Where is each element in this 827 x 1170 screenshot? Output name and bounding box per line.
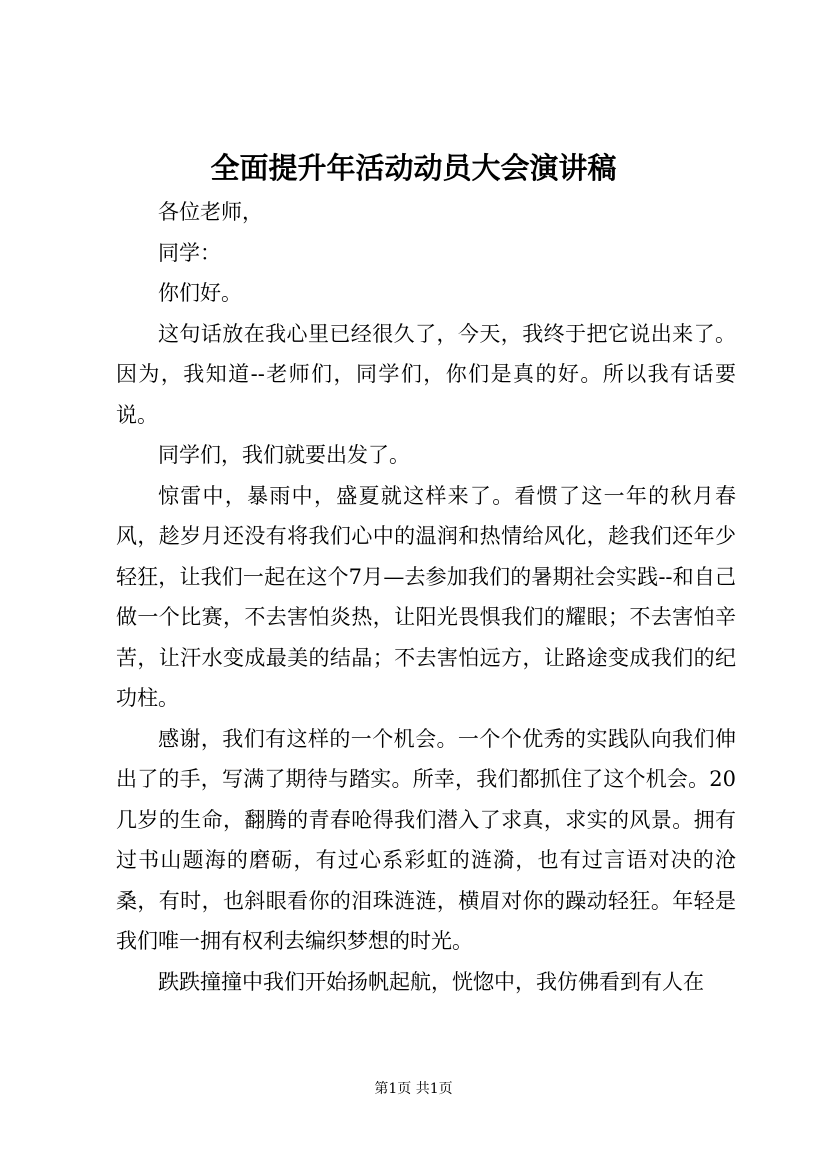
paragraph-greeting-teachers: 各位老师， [158, 200, 263, 224]
paragraph-hello: 你们好。 [158, 281, 242, 305]
paragraph-gratitude: 感谢，我们有这样的一个机会。一个个优秀的实践队向我们伸出了的手，写满了期待与踏实。所幸，我们都抓住了这个机会。20几岁的生命，翻腾的青春呛得我们潜入了求真，求实的风景。拥有过书山题海的磨砺，有过心系彩虹的涟漪，也有过言语对决的沧桑，有时，也斜眼看你的泪珠涟涟，横眉对你的躁动轻狂。年轻是我们唯一拥有权利去编织梦想的时光。 [116, 726, 736, 953]
paragraph-setting-sail: 跌跌撞撞中我们开始扬帆起航，恍惚中，我仿佛看到有人在 [158, 969, 704, 994]
document-title: 全面提升年活动动员大会演讲稿 [210, 151, 617, 185]
paragraph-departure: 同学们，我们就要出发了。 [158, 443, 410, 467]
paragraph-greeting-students: 同学： [158, 240, 221, 265]
paragraph-opening: 这句话放在我心里已经很久了，今天，我终于把它说出来了。因为，我知道--老师们，同学们，你们是真的好。所以我有话要说。 [116, 321, 736, 427]
document-body [116, 192, 736, 1002]
page-number-footer: 第1页 共1页 [374, 1081, 453, 1097]
paragraph-summer: 惊雷中，暴雨中，盛夏就这样来了。看惯了这一年的秋月春风，趁岁月还没有将我们心中的温润和热情给风化，趁我们还年少轻狂，让我们一起在这个7月—去参加我们的暑期社会实践--和自己做一个比赛，不去害怕炎热，让阳光畏惧我们的耀眼；不去害怕辛苦，让汗水变成最美的结晶；不去害怕远方，让路途变成我们的纪功柱。 [116, 483, 736, 710]
